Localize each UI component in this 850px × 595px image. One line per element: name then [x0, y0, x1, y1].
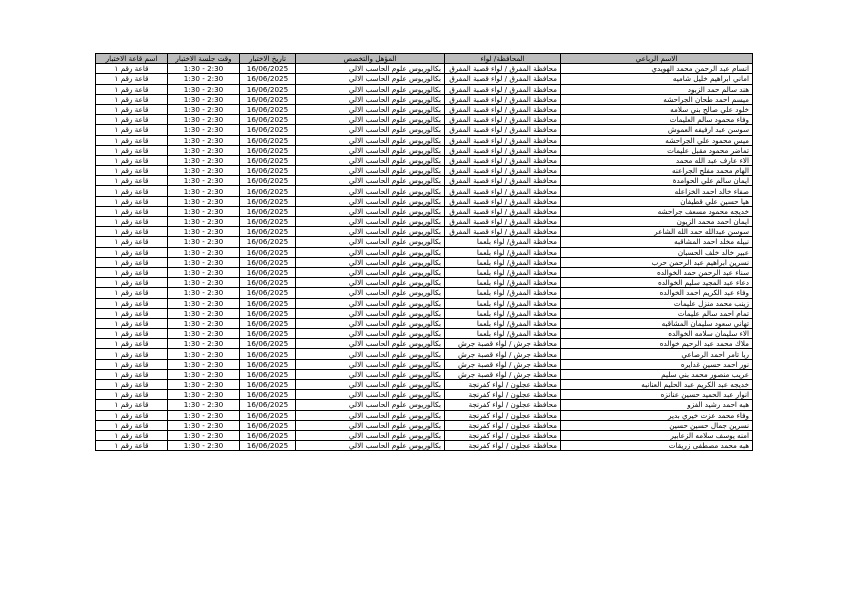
cell-region: محافظة المفرق / لواء قصبة المفرق: [445, 74, 561, 84]
cell-name: هند سالم حمد الزبود: [561, 84, 753, 94]
cell-region: محافظة المفرق/ لواء بلعما: [445, 278, 561, 288]
cell-region: محافظة عجلون / لواء كفرنجة: [445, 400, 561, 410]
cell-hall: قاعة رقم ١: [96, 125, 168, 135]
cell-hall: قاعة رقم ١: [96, 145, 168, 155]
cell-region: محافظة المفرق/ لواء بلعما: [445, 329, 561, 339]
cell-qualification: بكالوريوس علوم الحاسب الالي: [296, 329, 445, 339]
cell-time: 1:30 - 2:30: [168, 257, 240, 267]
table-row: [96, 267, 753, 277]
cell-name: صفاء خالد احمد الخزاعله: [561, 186, 753, 196]
table-row: [96, 135, 753, 145]
cell-hall: قاعة رقم ١: [96, 339, 168, 349]
cell-name: هبه احمد رشيد الفزو: [561, 400, 753, 410]
cell-region: محافظة المفرق/ لواء بلعما: [445, 318, 561, 328]
table-row: [96, 155, 753, 165]
cell-name: خديجه محمود مسعف جراحشه: [561, 206, 753, 216]
table-row: [96, 115, 753, 125]
cell-hall: قاعة رقم ١: [96, 227, 168, 237]
cell-name: ايمان احمد محمد الزيون: [561, 217, 753, 227]
table-row: [96, 369, 753, 379]
cell-hall: قاعة رقم ١: [96, 64, 168, 74]
cell-qualification: بكالوريوس علوم الحاسب الالي: [296, 288, 445, 298]
cell-region: محافظة المفرق / لواء قصبة المفرق: [445, 155, 561, 165]
cell-time: 1:30 - 2:30: [168, 267, 240, 277]
cell-region: محافظة جرش / لواء قصبة جرش: [445, 339, 561, 349]
cell-qualification: بكالوريوس علوم الحاسب الالي: [296, 369, 445, 379]
table-row: [96, 176, 753, 186]
cell-qualification: بكالوريوس علوم الحاسب الالي: [296, 308, 445, 318]
cell-name: ملاك محمد عبد الرحيم خوالده: [561, 339, 753, 349]
table-body: [96, 64, 753, 451]
cell-qualification: بكالوريوس علوم الحاسب الالي: [296, 104, 445, 114]
cell-time: 1:30 - 2:30: [168, 125, 240, 135]
cell-date: 16/06/2025: [240, 329, 296, 339]
cell-region: محافظة المفرق / لواء قصبة المفرق: [445, 84, 561, 94]
cell-qualification: بكالوريوس علوم الحاسب الالي: [296, 155, 445, 165]
table-row: [96, 125, 753, 135]
cell-name: ربا تامر احمد الرصاعي: [561, 349, 753, 359]
cell-region: محافظة عجلون / لواء كفرنجة: [445, 390, 561, 400]
cell-date: 16/06/2025: [240, 318, 296, 328]
table-row: [96, 349, 753, 359]
cell-time: 1:30 - 2:30: [168, 349, 240, 359]
cell-qualification: بكالوريوس علوم الحاسب الالي: [296, 176, 445, 186]
table-row: [96, 84, 753, 94]
cell-time: 1:30 - 2:30: [168, 155, 240, 165]
cell-name: نبيله مخلد احمد المشاقبه: [561, 237, 753, 247]
cell-name: سوسن عبدالله حمد الله الشاعر: [561, 227, 753, 237]
cell-hall: قاعة رقم ١: [96, 329, 168, 339]
header-region: المحافظة/ لواء: [445, 54, 561, 64]
cell-region: محافظة المفرق / لواء قصبة المفرق: [445, 166, 561, 176]
table-row: [96, 410, 753, 420]
cell-qualification: بكالوريوس علوم الحاسب الالي: [296, 217, 445, 227]
cell-qualification: بكالوريوس علوم الحاسب الالي: [296, 206, 445, 216]
cell-name: هيا حسين علي قطيفان: [561, 196, 753, 206]
cell-name: تهاني سعود سليمان المشاقبه: [561, 318, 753, 328]
table-row: [96, 74, 753, 84]
cell-time: 1:30 - 2:30: [168, 84, 240, 94]
cell-date: 16/06/2025: [240, 115, 296, 125]
cell-region: محافظة المفرق/ لواء بلعما: [445, 308, 561, 318]
cell-date: 16/06/2025: [240, 125, 296, 135]
cell-name: خلود علي صالح بني سلامه: [561, 104, 753, 114]
table-row: [96, 186, 753, 196]
cell-region: محافظة عجلون / لواء كفرنجة: [445, 430, 561, 440]
cell-qualification: بكالوريوس علوم الحاسب الالي: [296, 115, 445, 125]
cell-date: 16/06/2025: [240, 84, 296, 94]
cell-region: محافظة عجلون / لواء كفرنجة: [445, 380, 561, 390]
cell-date: 16/06/2025: [240, 288, 296, 298]
cell-time: 1:30 - 2:30: [168, 410, 240, 420]
cell-qualification: بكالوريوس علوم الحاسب الالي: [296, 166, 445, 176]
cell-time: 1:30 - 2:30: [168, 400, 240, 410]
table-row: [96, 298, 753, 308]
cell-name: وفاء محمود سالم العليمات: [561, 115, 753, 125]
cell-region: محافظة المفرق / لواء قصبة المفرق: [445, 217, 561, 227]
cell-time: 1:30 - 2:30: [168, 390, 240, 400]
cell-date: 16/06/2025: [240, 390, 296, 400]
cell-name: انسام عبد الرحمن محمد الهويدي: [561, 64, 753, 74]
table-row: [96, 257, 753, 267]
cell-hall: قاعة رقم ١: [96, 410, 168, 420]
cell-time: 1:30 - 2:30: [168, 308, 240, 318]
cell-qualification: بكالوريوس علوم الحاسب الالي: [296, 390, 445, 400]
exam-schedule-table: [95, 53, 753, 451]
cell-name: سوسن عبد ارفيفه العموش: [561, 125, 753, 135]
cell-qualification: بكالوريوس علوم الحاسب الالي: [296, 84, 445, 94]
cell-name: ايمان سالم علي الحوامدة: [561, 176, 753, 186]
table-row: [96, 227, 753, 237]
cell-hall: قاعة رقم ١: [96, 288, 168, 298]
cell-time: 1:30 - 2:30: [168, 278, 240, 288]
cell-qualification: بكالوريوس علوم الحاسب الالي: [296, 278, 445, 288]
cell-name: تمام احمد سالم عليمات: [561, 308, 753, 318]
cell-hall: قاعة رقم ١: [96, 176, 168, 186]
cell-hall: قاعة رقم ١: [96, 237, 168, 247]
cell-hall: قاعة رقم ١: [96, 308, 168, 318]
header-date: تاريخ الاختبار: [240, 54, 296, 64]
cell-region: محافظة المفرق/ لواء بلعما: [445, 298, 561, 308]
table-row: [96, 318, 753, 328]
cell-date: 16/06/2025: [240, 359, 296, 369]
cell-hall: قاعة رقم ١: [96, 217, 168, 227]
cell-date: 16/06/2025: [240, 176, 296, 186]
cell-time: 1:30 - 2:30: [168, 430, 240, 440]
cell-date: 16/06/2025: [240, 94, 296, 104]
table-row: [96, 166, 753, 176]
cell-time: 1:30 - 2:30: [168, 64, 240, 74]
cell-date: 16/06/2025: [240, 247, 296, 257]
cell-name: وفاء عبد الكريم احمد الخوالده: [561, 288, 753, 298]
header-row: [96, 54, 753, 64]
cell-qualification: بكالوريوس علوم الحاسب الالي: [296, 318, 445, 328]
cell-region: محافظة المفرق/ لواء بلعما: [445, 267, 561, 277]
cell-date: 16/06/2025: [240, 369, 296, 379]
cell-date: 16/06/2025: [240, 278, 296, 288]
cell-time: 1:30 - 2:30: [168, 94, 240, 104]
cell-region: محافظة جرش / لواء قصبة جرش: [445, 359, 561, 369]
cell-region: محافظة المفرق/ لواء بلعما: [445, 237, 561, 247]
cell-time: 1:30 - 2:30: [168, 318, 240, 328]
cell-date: 16/06/2025: [240, 339, 296, 349]
cell-region: محافظة جرش / لواء قصبة جرش: [445, 349, 561, 359]
cell-hall: قاعة رقم ١: [96, 359, 168, 369]
table-row: [96, 430, 753, 440]
cell-time: 1:30 - 2:30: [168, 369, 240, 379]
cell-date: 16/06/2025: [240, 74, 296, 84]
cell-name: الهام محمد مفلح الجراعنه: [561, 166, 753, 176]
cell-qualification: بكالوريوس علوم الحاسب الالي: [296, 430, 445, 440]
cell-qualification: بكالوريوس علوم الحاسب الالي: [296, 135, 445, 145]
cell-time: 1:30 - 2:30: [168, 104, 240, 114]
cell-date: 16/06/2025: [240, 186, 296, 196]
cell-hall: قاعة رقم ١: [96, 115, 168, 125]
cell-time: 1:30 - 2:30: [168, 247, 240, 257]
cell-date: 16/06/2025: [240, 298, 296, 308]
table-row: [96, 104, 753, 114]
cell-qualification: بكالوريوس علوم الحاسب الالي: [296, 64, 445, 74]
cell-name: نور احمد حسين غدايره: [561, 359, 753, 369]
cell-hall: قاعة رقم ١: [96, 267, 168, 277]
cell-qualification: بكالوريوس علوم الحاسب الالي: [296, 74, 445, 84]
cell-qualification: بكالوريوس علوم الحاسب الالي: [296, 349, 445, 359]
cell-name: امنه يوسف سلامه الزعابير: [561, 430, 753, 440]
cell-hall: قاعة رقم ١: [96, 420, 168, 430]
cell-hall: قاعة رقم ١: [96, 380, 168, 390]
cell-hall: قاعة رقم ١: [96, 135, 168, 145]
table-row: [96, 441, 753, 451]
table-row: [96, 359, 753, 369]
table-row: [96, 288, 753, 298]
cell-qualification: بكالوريوس علوم الحاسب الالي: [296, 145, 445, 155]
cell-date: 16/06/2025: [240, 166, 296, 176]
cell-region: محافظة المفرق/ لواء بلعما: [445, 257, 561, 267]
table-row: [96, 278, 753, 288]
cell-name: هبه محمد مصطفى زريقات: [561, 441, 753, 451]
cell-name: زينب محمد منزل عليمات: [561, 298, 753, 308]
cell-time: 1:30 - 2:30: [168, 298, 240, 308]
cell-time: 1:30 - 2:30: [168, 329, 240, 339]
cell-date: 16/06/2025: [240, 227, 296, 237]
cell-date: 16/06/2025: [240, 155, 296, 165]
cell-qualification: بكالوريوس علوم الحاسب الالي: [296, 247, 445, 257]
cell-date: 16/06/2025: [240, 267, 296, 277]
cell-time: 1:30 - 2:30: [168, 186, 240, 196]
cell-qualification: بكالوريوس علوم الحاسب الالي: [296, 298, 445, 308]
cell-hall: قاعة رقم ١: [96, 318, 168, 328]
cell-qualification: بكالوريوس علوم الحاسب الالي: [296, 227, 445, 237]
cell-time: 1:30 - 2:30: [168, 217, 240, 227]
cell-name: عريب منصور محمد بني سليم: [561, 369, 753, 379]
cell-date: 16/06/2025: [240, 308, 296, 318]
cell-hall: قاعة رقم ١: [96, 104, 168, 114]
cell-name: ميسم احمد طحان الجراحشه: [561, 94, 753, 104]
cell-qualification: بكالوريوس علوم الحاسب الالي: [296, 441, 445, 451]
cell-name: الاء عارف عبد الله محمد: [561, 155, 753, 165]
cell-date: 16/06/2025: [240, 104, 296, 114]
table-row: [96, 329, 753, 339]
cell-name: عبير خالد خلف الحسبان: [561, 247, 753, 257]
cell-qualification: بكالوريوس علوم الحاسب الالي: [296, 186, 445, 196]
cell-time: 1:30 - 2:30: [168, 420, 240, 430]
cell-region: محافظة عجلون / لواء كفرنجة: [445, 441, 561, 451]
cell-hall: قاعة رقم ١: [96, 441, 168, 451]
cell-name: اماني ابراهيم خليل شاميه: [561, 74, 753, 84]
cell-name: دعاء عبد المجيد سليم الخوالده: [561, 278, 753, 288]
table-row: [96, 145, 753, 155]
cell-time: 1:30 - 2:30: [168, 74, 240, 84]
cell-hall: قاعة رقم ١: [96, 94, 168, 104]
cell-name: انوار عبد الحميد حسين عنانزه: [561, 390, 753, 400]
cell-hall: قاعة رقم ١: [96, 369, 168, 379]
cell-hall: قاعة رقم ١: [96, 349, 168, 359]
cell-time: 1:30 - 2:30: [168, 135, 240, 145]
cell-time: 1:30 - 2:30: [168, 288, 240, 298]
cell-name: تماضر محمود مقبل عليمات: [561, 145, 753, 155]
cell-region: محافظة المفرق / لواء قصبة المفرق: [445, 64, 561, 74]
cell-date: 16/06/2025: [240, 257, 296, 267]
cell-date: 16/06/2025: [240, 237, 296, 247]
header-name: الاسم الرباعي: [561, 54, 753, 64]
cell-time: 1:30 - 2:30: [168, 380, 240, 390]
table-row: [96, 217, 753, 227]
cell-qualification: بكالوريوس علوم الحاسب الالي: [296, 380, 445, 390]
cell-name: خديجه عبد الكريم عبد الحليم العنانبه: [561, 380, 753, 390]
table-row: [96, 94, 753, 104]
cell-date: 16/06/2025: [240, 145, 296, 155]
cell-name: نسرين ابراهيم عبد الرحمن حرب: [561, 257, 753, 267]
cell-date: 16/06/2025: [240, 430, 296, 440]
cell-qualification: بكالوريوس علوم الحاسب الالي: [296, 267, 445, 277]
cell-time: 1:30 - 2:30: [168, 339, 240, 349]
cell-hall: قاعة رقم ١: [96, 155, 168, 165]
cell-date: 16/06/2025: [240, 380, 296, 390]
cell-region: محافظة المفرق / لواء قصبة المفرق: [445, 186, 561, 196]
cell-date: 16/06/2025: [240, 206, 296, 216]
cell-region: محافظة المفرق / لواء قصبة المفرق: [445, 125, 561, 135]
cell-region: محافظة المفرق / لواء قصبة المفرق: [445, 145, 561, 155]
table-row: [96, 400, 753, 410]
cell-time: 1:30 - 2:30: [168, 227, 240, 237]
table-row: [96, 64, 753, 74]
cell-name: نسرين جمال حسين حسين: [561, 420, 753, 430]
table-row: [96, 380, 753, 390]
cell-region: محافظة المفرق/ لواء بلعما: [445, 247, 561, 257]
cell-region: محافظة المفرق / لواء قصبة المفرق: [445, 115, 561, 125]
table-row: [96, 308, 753, 318]
cell-time: 1:30 - 2:30: [168, 206, 240, 216]
cell-hall: قاعة رقم ١: [96, 257, 168, 267]
cell-qualification: بكالوريوس علوم الحاسب الالي: [296, 125, 445, 135]
cell-hall: قاعة رقم ١: [96, 186, 168, 196]
header-qualification: المؤهل والتخصص: [296, 54, 445, 64]
cell-hall: قاعة رقم ١: [96, 74, 168, 84]
cell-time: 1:30 - 2:30: [168, 359, 240, 369]
table-row: [96, 237, 753, 247]
cell-region: محافظة المفرق / لواء قصبة المفرق: [445, 206, 561, 216]
table-row: [96, 390, 753, 400]
cell-qualification: بكالوريوس علوم الحاسب الالي: [296, 237, 445, 247]
table-row: [96, 420, 753, 430]
cell-hall: قاعة رقم ١: [96, 84, 168, 94]
cell-time: 1:30 - 2:30: [168, 176, 240, 186]
cell-date: 16/06/2025: [240, 410, 296, 420]
cell-region: محافظة المفرق / لواء قصبة المفرق: [445, 94, 561, 104]
cell-region: محافظة المفرق / لواء قصبة المفرق: [445, 135, 561, 145]
table-row: [96, 206, 753, 216]
cell-time: 1:30 - 2:30: [168, 115, 240, 125]
cell-region: محافظة المفرق/ لواء بلعما: [445, 288, 561, 298]
cell-time: 1:30 - 2:30: [168, 441, 240, 451]
cell-region: محافظة المفرق / لواء قصبة المفرق: [445, 227, 561, 237]
cell-date: 16/06/2025: [240, 217, 296, 227]
cell-qualification: بكالوريوس علوم الحاسب الالي: [296, 257, 445, 267]
cell-name: سناء عبد الرحمن حمد الخوالده: [561, 267, 753, 277]
cell-date: 16/06/2025: [240, 135, 296, 145]
cell-region: محافظة جرش / لواء قصبة جرش: [445, 369, 561, 379]
cell-date: 16/06/2025: [240, 400, 296, 410]
cell-date: 16/06/2025: [240, 64, 296, 74]
cell-hall: قاعة رقم ١: [96, 247, 168, 257]
cell-time: 1:30 - 2:30: [168, 237, 240, 247]
cell-time: 1:30 - 2:30: [168, 166, 240, 176]
table-row: [96, 339, 753, 349]
cell-hall: قاعة رقم ١: [96, 430, 168, 440]
cell-hall: قاعة رقم ١: [96, 390, 168, 400]
cell-region: محافظة المفرق / لواء قصبة المفرق: [445, 176, 561, 186]
cell-name: ميس محمود علي الجراحشه: [561, 135, 753, 145]
cell-qualification: بكالوريوس علوم الحاسب الالي: [296, 339, 445, 349]
cell-hall: قاعة رقم ١: [96, 298, 168, 308]
table-row: [96, 196, 753, 206]
cell-qualification: بكالوريوس علوم الحاسب الالي: [296, 410, 445, 420]
cell-region: محافظة المفرق / لواء قصبة المفرق: [445, 196, 561, 206]
cell-date: 16/06/2025: [240, 196, 296, 206]
cell-hall: قاعة رقم ١: [96, 400, 168, 410]
cell-date: 16/06/2025: [240, 420, 296, 430]
cell-hall: قاعة رقم ١: [96, 206, 168, 216]
cell-hall: قاعة رقم ١: [96, 278, 168, 288]
cell-hall: قاعة رقم ١: [96, 196, 168, 206]
cell-time: 1:30 - 2:30: [168, 145, 240, 155]
header-hall: اسم قاعة الاختبار: [96, 54, 168, 64]
cell-name: وفاء محمد عزت خيري بدير: [561, 410, 753, 420]
header-time: وقت جلسة الاختبار: [168, 54, 240, 64]
cell-qualification: بكالوريوس علوم الحاسب الالي: [296, 196, 445, 206]
table-header: [96, 54, 753, 64]
cell-date: 16/06/2025: [240, 349, 296, 359]
cell-qualification: بكالوريوس علوم الحاسب الالي: [296, 359, 445, 369]
cell-time: 1:30 - 2:30: [168, 196, 240, 206]
cell-region: محافظة المفرق / لواء قصبة المفرق: [445, 104, 561, 114]
cell-hall: قاعة رقم ١: [96, 166, 168, 176]
cell-region: محافظة عجلون / لواء كفرنجة: [445, 420, 561, 430]
table-row: [96, 247, 753, 257]
cell-name: الاء سليمان سلامه الخوالده: [561, 329, 753, 339]
cell-region: محافظة عجلون / لواء كفرنجة: [445, 410, 561, 420]
cell-qualification: بكالوريوس علوم الحاسب الالي: [296, 400, 445, 410]
cell-date: 16/06/2025: [240, 441, 296, 451]
cell-qualification: بكالوريوس علوم الحاسب الالي: [296, 420, 445, 430]
cell-qualification: بكالوريوس علوم الحاسب الالي: [296, 94, 445, 104]
